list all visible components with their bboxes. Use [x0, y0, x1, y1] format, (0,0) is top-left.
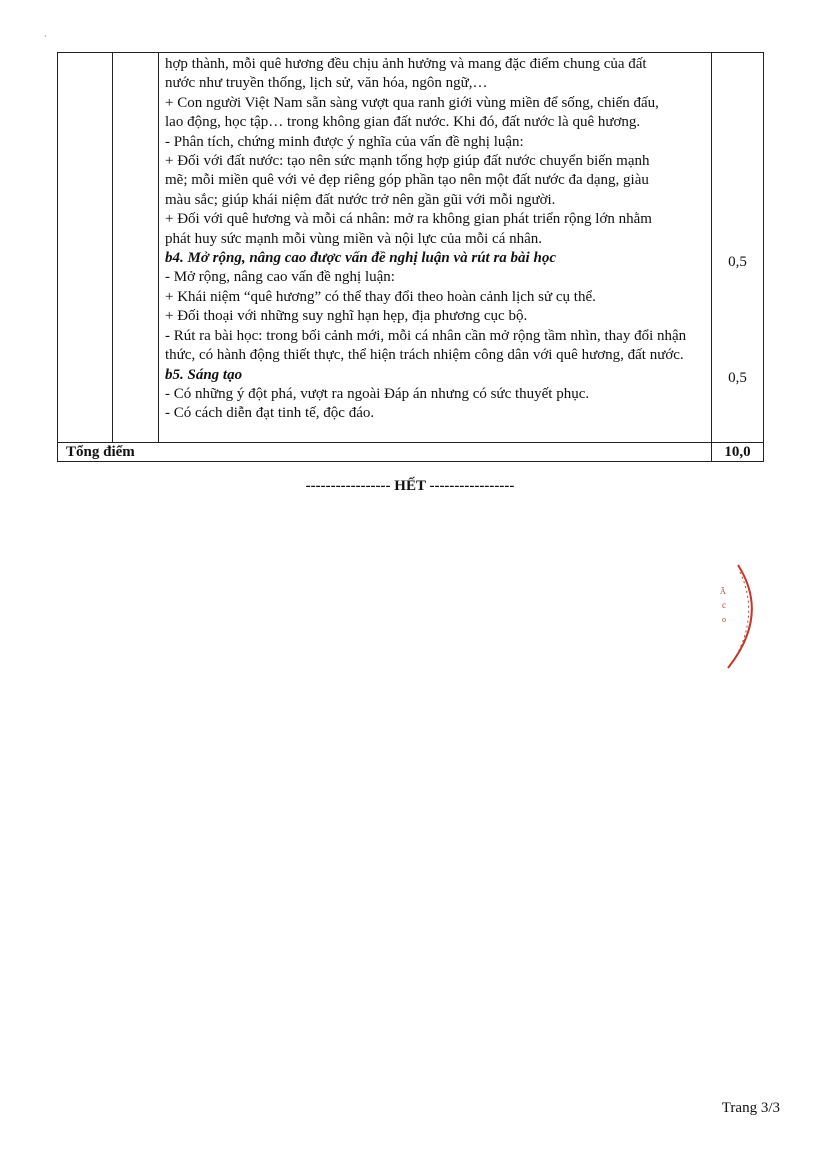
section-heading: b5. Sáng tạo	[165, 366, 243, 383]
answer-line: phát huy sức mạnh mỗi vùng miền và nội lực của mỗi cá nhân.	[165, 230, 543, 247]
score-cell	[712, 53, 764, 443]
question-cell	[58, 53, 113, 443]
score-b4: 0,5	[728, 254, 747, 270]
answer-line: màu sắc; giúp khái niệm đất nước trở nên gần gũi với mỗi người.	[165, 191, 556, 208]
answer-line: + Đối với đất nước: tạo nên sức mạnh tổng hợp giúp đất nước chuyển biến mạnh	[165, 153, 650, 170]
svg-text:c: c	[722, 600, 726, 610]
answer-line: mẽ; mỗi miền quê với vẻ đẹp riêng góp phần tạo nên một đất nước đa dạng, giàu	[165, 172, 649, 189]
answer-line: - Mở rộng, nâng cao vấn đề nghị luận:	[165, 269, 395, 286]
answer-line: + Con người Việt Nam sẵn sàng vượt qua ranh giới vùng miền để sống, chiến đấu,	[165, 94, 659, 111]
answer-line: - Rút ra bài học: trong bối cảnh mới, mỗi cá nhân cần mở rộng tầm nhìn, thay đổi nhận	[165, 327, 687, 344]
answer-line: - Có những ý đột phá, vượt ra ngoài Đáp án nhưng có sức thuyết phục.	[165, 385, 590, 402]
total-value: 10,0	[712, 442, 764, 461]
answer-cell	[159, 53, 712, 443]
grading-table	[57, 52, 764, 462]
scan-mark: `	[44, 34, 47, 44]
answer-line: lao động, học tập… trong không gian đất nước. Khi đó, đất nước là quê hương.	[165, 114, 641, 131]
svg-text:o: o	[722, 615, 726, 624]
total-row	[58, 442, 764, 461]
answer-line: thức, có hành động thiết thực, thể hiện trách nhiệm công dân với quê hương, đất nước.	[165, 347, 684, 364]
answer-line: + Đối thoại với những suy nghĩ hạn hẹp, địa phương cục bộ.	[165, 308, 528, 325]
answer-content	[159, 53, 711, 442]
answer-line: - Phân tích, chứng minh được ý nghĩa của vấn đề nghị luận:	[165, 133, 524, 150]
total-label: Tổng điểm	[58, 442, 712, 461]
answer-line: nước như truyền thống, lịch sử, văn hóa, ngôn ngữ,…	[165, 75, 488, 92]
answer-line: + Đối với quê hương và mỗi cá nhân: mở ra không gian phát triển rộng lớn nhằm	[165, 211, 652, 228]
section-heading: b4. Mở rộng, nâng cao được vấn đề nghị luận và rút ra bài học	[165, 250, 556, 267]
svg-text:Ã: Ã	[720, 587, 726, 596]
section-cell	[113, 53, 159, 443]
page-number: Trang 3/3	[721, 1100, 780, 1116]
stamp-fragment	[700, 560, 770, 680]
end-marker: ----------------- HẾT -----------------	[305, 478, 515, 494]
score-b5: 0,5	[728, 370, 747, 386]
answer-line: hợp thành, mỗi quê hương đều chịu ảnh hưởng và mang đặc điểm chung của đất	[165, 56, 647, 72]
answer-line: + Khái niệm “quê hương” có thể thay đổi theo hoàn cảnh lịch sử cụ thể.	[165, 288, 596, 305]
content-row	[58, 53, 764, 443]
answer-line: - Có cách diễn đạt tinh tế, độc đáo.	[165, 405, 375, 422]
